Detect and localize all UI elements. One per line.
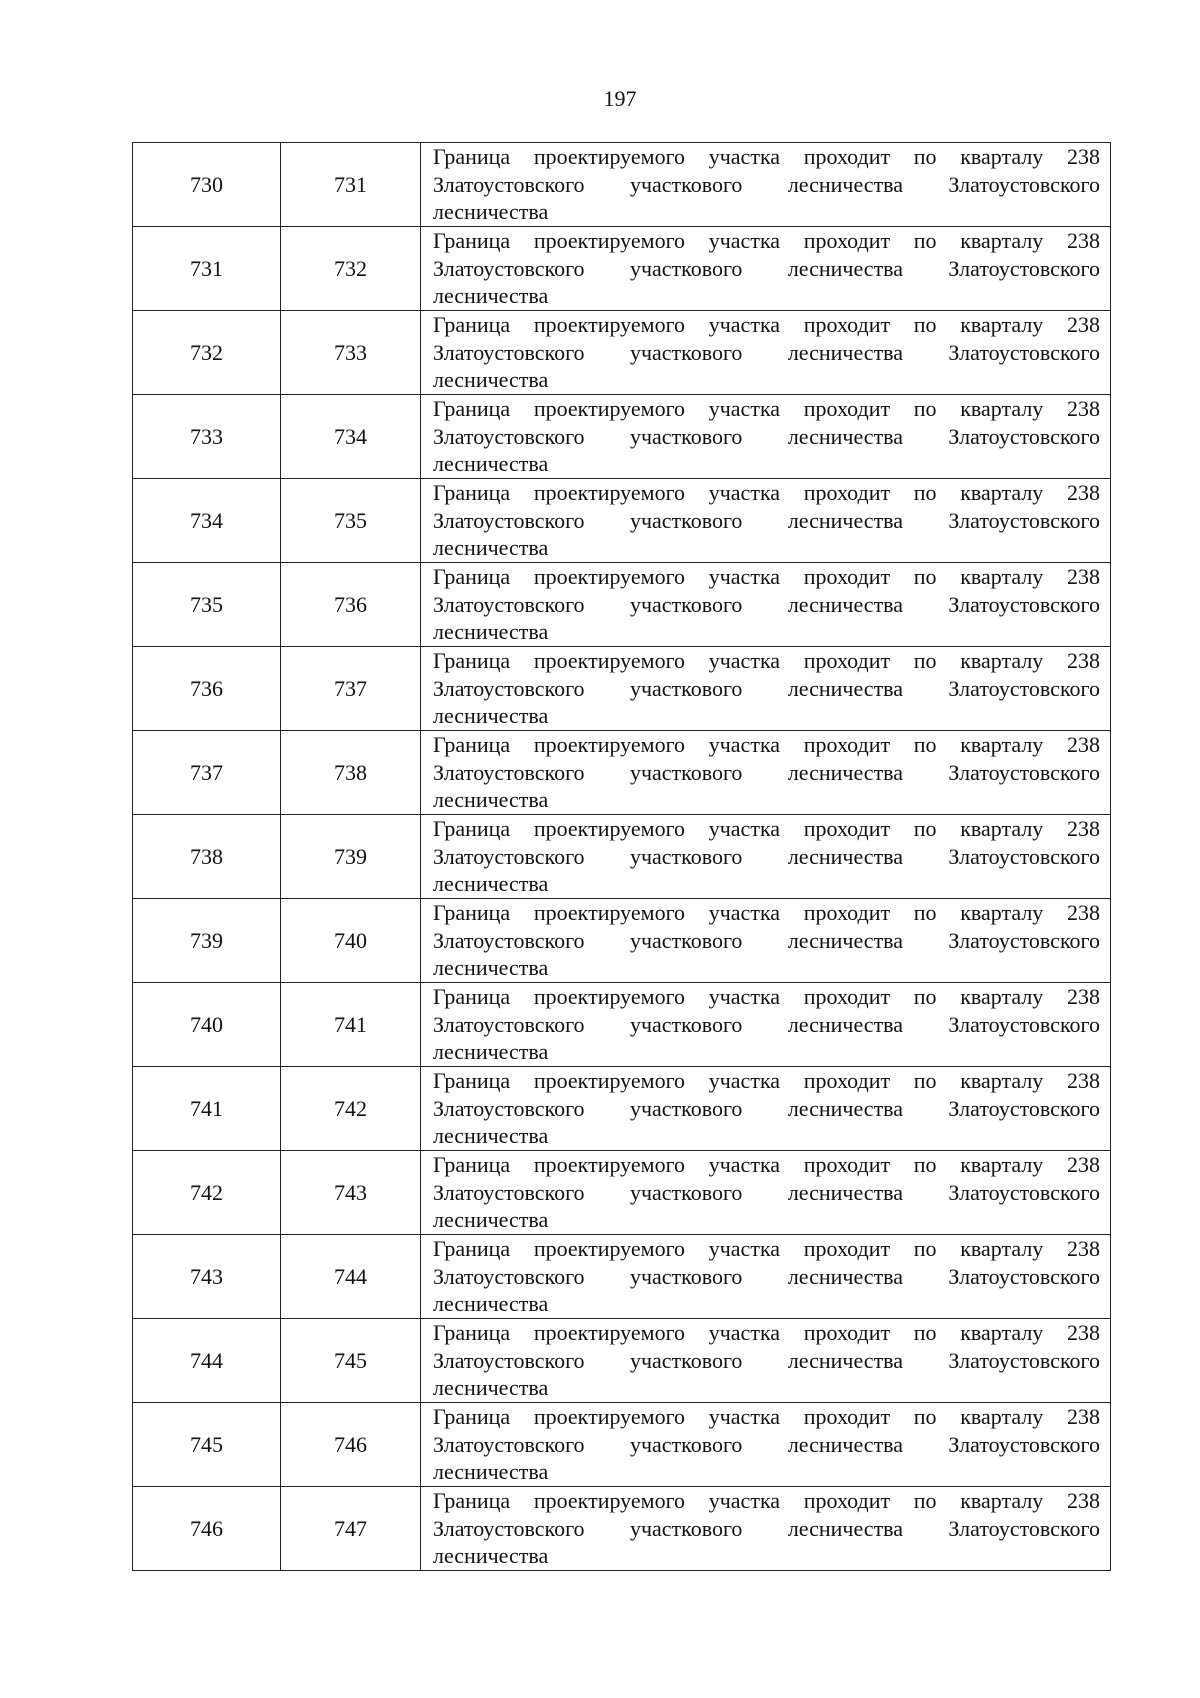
from-point: 730 xyxy=(133,143,281,227)
from-point: 743 xyxy=(133,1235,281,1319)
table-row xyxy=(133,983,1111,1067)
table-row xyxy=(133,731,1111,815)
table-row xyxy=(133,815,1111,899)
from-point: 735 xyxy=(133,563,281,647)
boundary-description: Граница проектируемого участка проходит по кварталу 238 Златоустовского участкового лесничества Златоустовского лесничества xyxy=(421,1067,1111,1151)
table-row xyxy=(133,563,1111,647)
table-row xyxy=(133,143,1111,227)
to-point: 741 xyxy=(281,983,421,1067)
to-point: 735 xyxy=(281,479,421,563)
to-point: 742 xyxy=(281,1067,421,1151)
to-point: 732 xyxy=(281,227,421,311)
table-row xyxy=(133,1403,1111,1487)
boundary-description: Граница проектируемого участка проходит по кварталу 238 Златоустовского участкового лесничества Златоустовского лесничества xyxy=(421,143,1111,227)
from-point: 733 xyxy=(133,395,281,479)
boundary-description: Граница проектируемого участка проходит по кварталу 238 Златоустовского участкового лесничества Златоустовского лесничества xyxy=(421,647,1111,731)
boundary-table xyxy=(132,142,1111,1571)
page-number: 197 xyxy=(603,86,637,111)
to-point: 743 xyxy=(281,1151,421,1235)
to-point: 733 xyxy=(281,311,421,395)
from-point: 746 xyxy=(133,1487,281,1571)
from-point: 736 xyxy=(133,647,281,731)
boundary-description: Граница проектируемого участка проходит по кварталу 238 Златоустовского участкового лесничества Златоустовского лесничества xyxy=(421,983,1111,1067)
table-body xyxy=(133,143,1111,1571)
table-row xyxy=(133,1487,1111,1571)
boundary-description: Граница проектируемого участка проходит по кварталу 238 Златоустовского участкового лесничества Златоустовского лесничества xyxy=(421,227,1111,311)
to-point: 738 xyxy=(281,731,421,815)
table-row xyxy=(133,395,1111,479)
table-row xyxy=(133,311,1111,395)
table-row xyxy=(133,1151,1111,1235)
to-point: 739 xyxy=(281,815,421,899)
to-point: 745 xyxy=(281,1319,421,1403)
from-point: 734 xyxy=(133,479,281,563)
from-point: 744 xyxy=(133,1319,281,1403)
table-row xyxy=(133,899,1111,983)
to-point: 747 xyxy=(281,1487,421,1571)
from-point: 740 xyxy=(133,983,281,1067)
boundary-description: Граница проектируемого участка проходит по кварталу 238 Златоустовского участкового лесничества Златоустовского лесничества xyxy=(421,731,1111,815)
boundary-description: Граница проектируемого участка проходит по кварталу 238 Златоустовского участкового лесничества Златоустовского лесничества xyxy=(421,311,1111,395)
from-point: 732 xyxy=(133,311,281,395)
boundary-description: Граница проектируемого участка проходит по кварталу 238 Златоустовского участкового лесничества Златоустовского лесничества xyxy=(421,899,1111,983)
table-row xyxy=(133,479,1111,563)
from-point: 739 xyxy=(133,899,281,983)
to-point: 736 xyxy=(281,563,421,647)
from-point: 741 xyxy=(133,1067,281,1151)
to-point: 731 xyxy=(281,143,421,227)
boundary-description: Граница проектируемого участка проходит по кварталу 238 Златоустовского участкового лесничества Златоустовского лесничества xyxy=(421,395,1111,479)
table-row xyxy=(133,227,1111,311)
boundary-description: Граница проектируемого участка проходит по кварталу 238 Златоустовского участкового лесничества Златоустовского лесничества xyxy=(421,479,1111,563)
boundary-description: Граница проектируемого участка проходит по кварталу 238 Златоустовского участкового лесничества Златоустовского лесничества xyxy=(421,1235,1111,1319)
boundary-description: Граница проектируемого участка проходит по кварталу 238 Златоустовского участкового лесничества Златоустовского лесничества xyxy=(421,1487,1111,1571)
boundary-description: Граница проектируемого участка проходит по кварталу 238 Златоустовского участкового лесничества Златоустовского лесничества xyxy=(421,563,1111,647)
boundary-description: Граница проектируемого участка проходит по кварталу 238 Златоустовского участкового лесничества Златоустовского лесничества xyxy=(421,1151,1111,1235)
boundary-description: Граница проектируемого участка проходит по кварталу 238 Златоустовского участкового лесничества Златоустовского лесничества xyxy=(421,815,1111,899)
from-point: 737 xyxy=(133,731,281,815)
to-point: 740 xyxy=(281,899,421,983)
boundary-description: Граница проектируемого участка проходит по кварталу 238 Златоустовского участкового лесничества Златоустовского лесничества xyxy=(421,1319,1111,1403)
from-point: 738 xyxy=(133,815,281,899)
to-point: 744 xyxy=(281,1235,421,1319)
from-point: 731 xyxy=(133,227,281,311)
table-row xyxy=(133,1067,1111,1151)
table-row xyxy=(133,1319,1111,1403)
from-point: 745 xyxy=(133,1403,281,1487)
from-point: 742 xyxy=(133,1151,281,1235)
to-point: 746 xyxy=(281,1403,421,1487)
boundary-description: Граница проектируемого участка проходит по кварталу 238 Златоустовского участкового лесничества Златоустовского лесничества xyxy=(421,1403,1111,1487)
table-row xyxy=(133,647,1111,731)
to-point: 734 xyxy=(281,395,421,479)
table-row xyxy=(133,1235,1111,1319)
to-point: 737 xyxy=(281,647,421,731)
